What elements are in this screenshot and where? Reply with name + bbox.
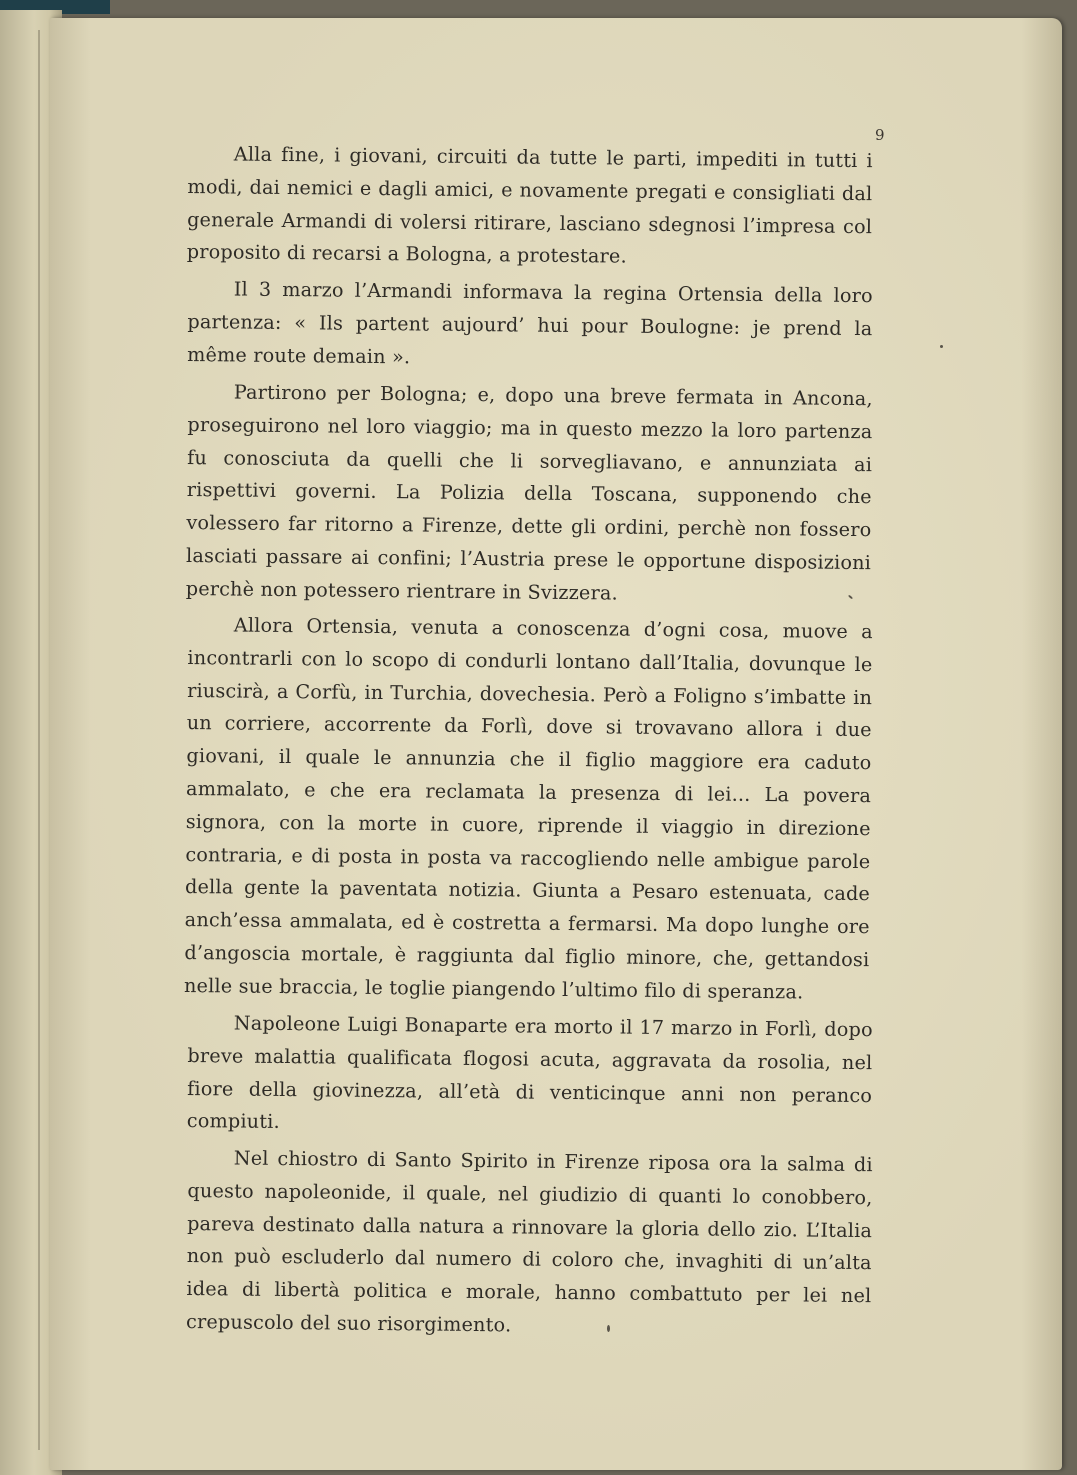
ink-speck: [940, 345, 943, 348]
page-number: 9: [875, 126, 885, 144]
paragraph-5: Napoleone Luigi Bonaparte era morto il 17 marzo in Forlì, dopo breve malattia qualificata flogosi acuta, aggravata da rosolia, nel fiore della giovinezza, all’età di venticinque anni non peranco compiuti.: [186, 1011, 873, 1134]
paragraph-6: Nel chiostro di Santo Spirito in Firenze riposa ora la salma di questo napoleonide, il quale, nel giudizio di quanti lo conobbero, pareva destinato dalla natura a rinnovare la gloria dello zio. L’Italia non può escluderlo dal numero di coloro che, invaghiti di un’alta idea di libertà politica e morale, hanno combattuto per lei nel crepuscolo del suo risorgimento.: [186, 1146, 873, 1337]
paragraph-3: Partirono per Bologna; e, dopo una breve fermata in Ancona, proseguirono nel loro viaggio; ma in questo mezzo la loro partenza fu conosciuta da quelli che li sorvegliavano, e annunziata ai rispettivi governi. La Polizia della Toscana, supponendo che volessero far ritorno a Firenze, dette gli ordini, perchè non fossero lasciati passare ai confini; l’Austria prese le opportune disposizioni perchè non potessero rientrare in Svizzera.: [185, 380, 873, 604]
ink-speck: [607, 1325, 610, 1332]
paragraph-1: Alla fine, i giovani, circuiti da tutte le parti, impediti in tutti i modi, dai nemici e dagli amici, e novamente pregati e consigliati dal generale Armandi di volersi ritirare, lasciano sdegnosi l’impresa col proposito di recarsi a Bologna, a protestare.: [186, 142, 873, 268]
paragraph-4: Allora Ortensia, venuta a conoscenza d’ogni cosa, muove a incontrarli con lo scopo di condurli lontano dall’Italia, dovunque le riuscirà, a Corfù, in Turchia, dovechesia. Però a Foligno s’imbatte in un corriere, accorrente da Forlì, dove si trovavano allora i due giovani, il quale le annunzia che il figlio maggiore era caduto ammalato, e che era reclamata la presenza di lei... La povera signora, con la morte in cuore, riprende il viaggio in direzione contraria, e di posta in posta va raccogliendo nelle ambigue parole della gente la paventata notizia. Giunta a Pesaro estenuata, cade anch’essa ammalata, ed è costretta a fermarsi. Ma dopo lunghe ore d’angoscia mortale, è raggiunta dal figlio minore, che, gettandosi nelle sue braccia, le toglie piangendo l’ultimo filo di speranza.: [183, 613, 873, 1004]
page-fold-line: [38, 30, 40, 1450]
page-body-text: [183, 138, 873, 1343]
paragraph-2: Il 3 marzo l’Armandi informava la regina Ortensia della loro partenza: « Ils partent aujourd’ hui pour Boulogne: je prend la même route demain ».: [187, 277, 873, 369]
